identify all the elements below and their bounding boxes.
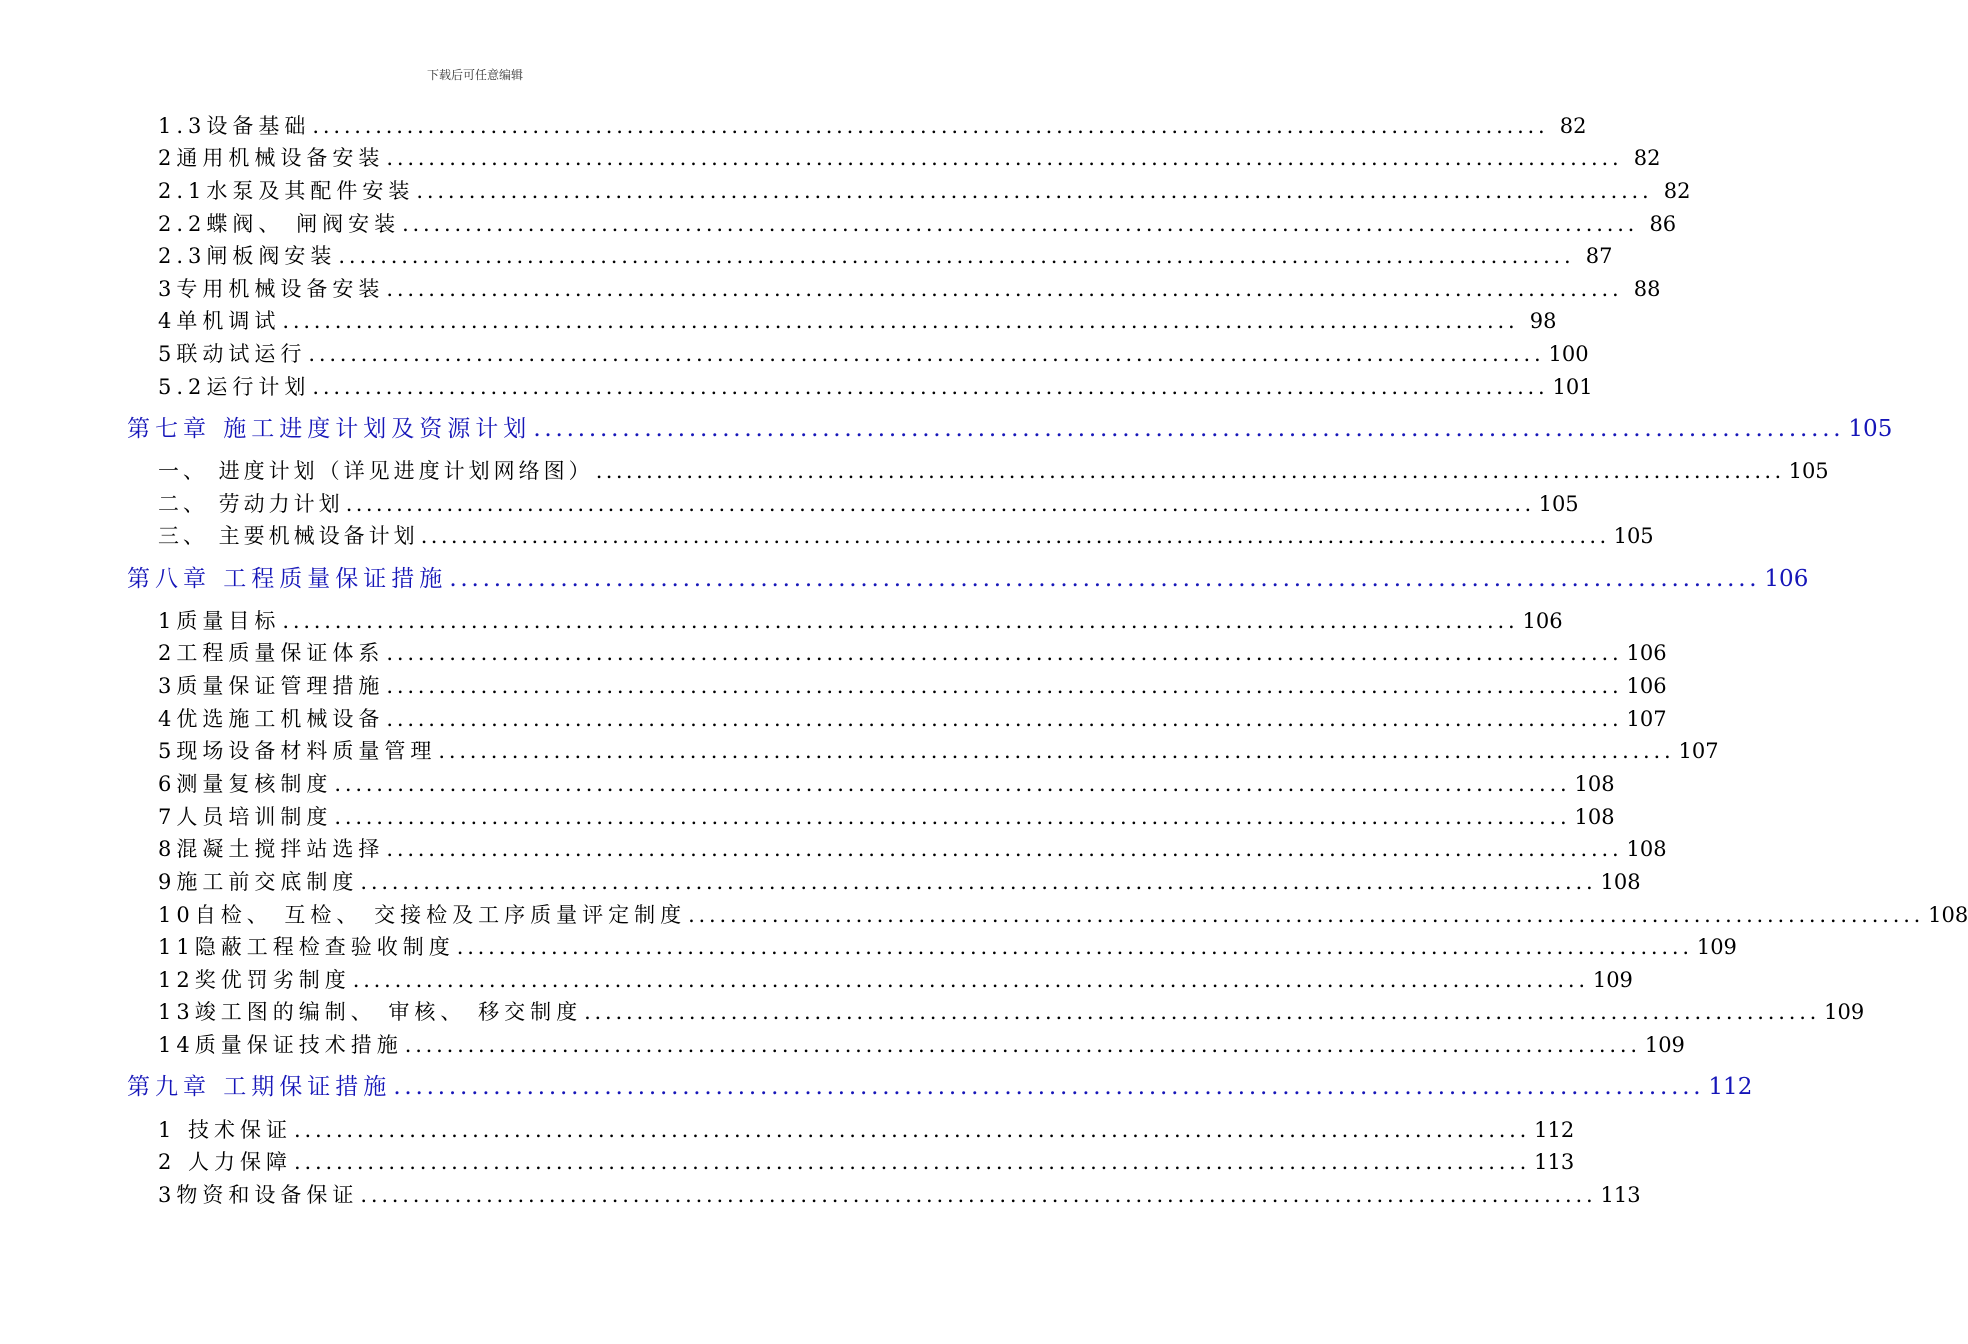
toc-title: 3物资和设备保证 [158,1183,359,1207]
toc-leader-dots: ...................................................................................................................... [404,1033,1641,1057]
toc-title: 1.3设备基础 [158,114,311,138]
toc-page-number: 105 [1788,459,1829,483]
toc-entry-row[interactable] [158,241,1613,271]
toc-leader-dots: ...................................................................................................................... [386,146,1623,170]
toc-title: 2.3闸板阀安装 [158,244,337,268]
toc-entry-row[interactable] [158,769,1615,799]
toc-leader-dots: ...................................................................................................................... [386,641,1623,665]
toc-title: 4单机调试 [158,309,281,333]
toc-leader-dots: ...................................................................................................................... [438,739,1675,763]
toc-page-number: 113 [1600,1183,1641,1207]
toc-title: 2 人力保障 [158,1150,293,1174]
toc-leader-dots: ...................................................................................................................... [282,609,1519,633]
toc-entry-row[interactable] [158,802,1615,832]
toc-leader-dots: ...................................................................................................................... [360,870,1597,894]
toc-title: 三、 主要机械设备计划 [158,524,419,548]
toc-leader-dots: ...................................................................................................................... [584,1000,1821,1024]
toc-entry-row[interactable] [158,176,1691,206]
toc-entry-row[interactable] [158,521,1654,551]
toc-page-number: 112 [1708,1074,1753,1100]
toc-chapter-row[interactable] [127,413,1893,445]
toc-entry-row[interactable] [158,900,1968,930]
toc-page-number: 108 [1626,837,1667,861]
toc-entry-row[interactable] [158,704,1667,734]
toc-title: 2.1水泵及其配件安装 [158,179,415,203]
toc-page-number: 101 [1552,375,1593,399]
toc-title: 5.2运行计划 [158,375,311,399]
toc-leader-dots: ...................................................................................................................... [334,805,1571,829]
toc-entry-row[interactable] [158,456,1829,486]
toc-title: 5联动试运行 [158,342,307,366]
toc-leader-dots: ...................................................................................................................... [402,212,1639,236]
toc-title: 第九章 工期保证措施 [127,1074,392,1100]
toc-page-number: 108 [1600,870,1641,894]
toc-title: 3专用机械设备安装 [158,277,385,301]
toc-page-number: 82 [1663,179,1691,203]
toc-leader-dots: ...................................................................................................................... [294,1118,1531,1142]
toc-entry-row[interactable] [158,1030,1685,1060]
toc-title: 2通用机械设备安装 [158,146,385,170]
toc-page-number: 106 [1764,566,1809,592]
toc-entry-row[interactable] [158,209,1677,239]
toc-title: 11隐蔽工程检查验收制度 [158,935,455,959]
toc-page-number: 106 [1626,641,1667,665]
toc-entry-row[interactable] [158,339,1589,369]
toc-title: 9施工前交底制度 [158,870,359,894]
toc-leader-dots: ...................................................................................................................... [688,903,1925,927]
toc-title: 1质量目标 [158,609,281,633]
toc-entry-row[interactable] [158,143,1661,173]
toc-chapter-row[interactable] [127,563,1809,595]
toc-page-number: 105 [1848,416,1893,442]
toc-entry-row[interactable] [158,1180,1641,1210]
toc-leader-dots: ...................................................................................................................... [386,277,1623,301]
toc-leader-dots: ...................................................................................................................... [338,244,1575,268]
toc-page-number: 108 [1928,903,1968,927]
toc-leader-dots: ...................................................................................................................... [345,492,1535,516]
toc-title: 5现场设备材料质量管理 [158,739,437,763]
toc-page-number: 113 [1534,1150,1575,1174]
toc-page-number: 112 [1534,1118,1575,1142]
toc-entry-row[interactable] [158,997,1865,1027]
toc-page-number: 106 [1626,674,1667,698]
toc-leader-dots: ...................................................................................................................... [386,837,1623,861]
toc-page-number: 108 [1574,772,1615,796]
toc-leader-dots: ...................................................................................................................... [352,968,1589,992]
toc-page-number: 109 [1592,968,1633,992]
toc-page-number: 107 [1678,739,1719,763]
toc-entry-row[interactable] [158,1115,1575,1145]
toc-chapter-row[interactable] [127,1071,1753,1103]
toc-title: 10自检、 互检、 交接检及工序质量评定制度 [158,903,687,927]
toc-leader-dots: ...................................................................................................................... [449,566,1761,592]
toc-leader-dots: ...................................................................................................................... [595,459,1785,483]
toc-title: 8混凝土搅拌站选择 [158,837,385,861]
toc-leader-dots: ...................................................................................................................... [416,179,1653,203]
toc-page-number: 98 [1529,309,1557,333]
toc-title: 2.2蝶阀、 闸阀安装 [158,212,401,236]
toc-leader-dots: ...................................................................................................................... [456,935,1693,959]
toc-entry-row[interactable] [158,867,1641,897]
toc-title: 6测量复核制度 [158,772,333,796]
toc-entry-row[interactable] [158,671,1667,701]
toc-title: 12奖优罚劣制度 [158,968,351,992]
toc-title: 二、 劳动力计划 [158,492,344,516]
page-header: 下载后可任意编辑 [426,68,523,82]
toc-page-number: 105 [1538,492,1579,516]
toc-leader-dots: ...................................................................................................................... [533,416,1845,442]
toc-entry-row[interactable] [158,274,1661,304]
toc-page-number: 109 [1824,1000,1865,1024]
toc-title: 4优选施工机械设备 [158,707,385,731]
toc-entry-row[interactable] [158,932,1737,962]
toc-page-number: 106 [1522,609,1563,633]
toc-entry-row[interactable] [158,1147,1575,1177]
toc-page-number: 87 [1585,244,1613,268]
toc-leader-dots: ...................................................................................................................... [308,342,1545,366]
toc-entry-row[interactable] [158,111,1587,141]
toc-leader-dots: ...................................................................................................................... [282,309,1519,333]
toc-page-number: 109 [1696,935,1737,959]
toc-page-number: 86 [1649,212,1677,236]
toc-page-number: 107 [1626,707,1667,731]
toc-leader-dots: ...................................................................................................................... [334,772,1571,796]
toc-leader-dots: ...................................................................................................................... [360,1183,1597,1207]
toc-leader-dots: ...................................................................................................................... [312,114,1549,138]
toc-entry-row[interactable] [158,306,1557,336]
toc-page-number: 82 [1559,114,1587,138]
toc-page-number: 105 [1613,524,1654,548]
toc-entry-row[interactable] [158,606,1563,636]
toc-title: 2工程质量保证体系 [158,641,385,665]
toc-title: 13竣工图的编制、 审核、 移交制度 [158,1000,583,1024]
toc-leader-dots: ...................................................................................................................... [393,1074,1705,1100]
toc-page-number: 82 [1633,146,1661,170]
toc-leader-dots: ...................................................................................................................... [294,1150,1531,1174]
toc-leader-dots: ...................................................................................................................... [386,707,1623,731]
toc-title: 1 技术保证 [158,1118,293,1142]
toc-page-number: 100 [1548,342,1589,366]
toc-title: 第七章 施工进度计划及资源计划 [127,416,532,442]
toc-title: 14质量保证技术措施 [158,1033,403,1057]
toc-leader-dots: ...................................................................................................................... [312,375,1549,399]
toc-entry-row[interactable] [158,736,1719,766]
toc-entry-row[interactable] [158,638,1667,668]
toc-title: 一、 进度计划（详见进度计划网络图） [158,459,594,483]
toc-title: 第八章 工程质量保证措施 [127,566,448,592]
toc-title: 7人员培训制度 [158,805,333,829]
toc-leader-dots: ...................................................................................................................... [386,674,1623,698]
toc-title: 3质量保证管理措施 [158,674,385,698]
toc-entry-row[interactable] [158,489,1579,519]
toc-entry-row[interactable] [158,834,1667,864]
toc-entry-row[interactable] [158,372,1593,402]
toc-page-number: 108 [1574,805,1615,829]
toc-leader-dots: ...................................................................................................................... [420,524,1610,548]
toc-page-number: 88 [1633,277,1661,301]
toc-page-number: 109 [1644,1033,1685,1057]
toc-entry-row[interactable] [158,965,1633,995]
